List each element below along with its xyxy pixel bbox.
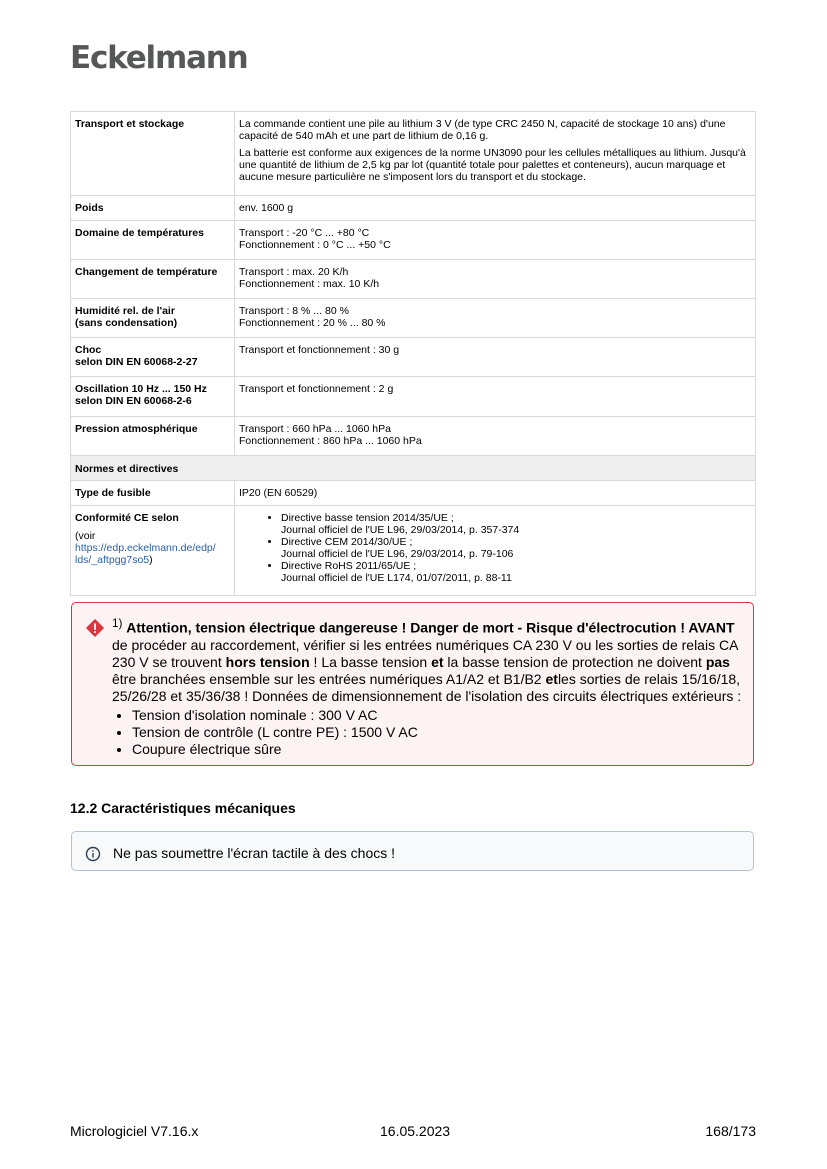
battery-paragraph-2: La batterie est conforme aux exigences de la norme UN3090 pour les cellules métalliques au lithium. Jusqu'à une quantité de lithium de 2,5 kg par lot (quantité totale pour palettes et conteneurs), aucun marquage et aucune mesure particulière ne s'imposent lors du transport et du stockage. (239, 147, 746, 183)
spec-key (71, 377, 235, 417)
info-icon (85, 846, 101, 862)
table-row (71, 196, 756, 221)
key-line: Choc (75, 344, 102, 356)
danger-callout (71, 602, 754, 766)
list-item: • Tension de contrôle (L contre PE) : 1500 V AC (132, 724, 744, 741)
directive-journal: Journal officiel de l'UE L174, 01/07/2011, p. 88-11 (281, 572, 512, 584)
emphasis: pas (705, 653, 730, 670)
directive-name: Directive RoHS 2011/65/UE ; (281, 560, 417, 572)
list-item (281, 560, 751, 584)
value-line: Fonctionnement : 860 hPa ... 1060 hPa (239, 435, 422, 447)
directive-journal: Journal officiel de l'UE L96, 29/03/2014, p. 79-106 (281, 548, 514, 560)
danger-body: les sorties de relais 15/16/18, 25/26/28 et 35/36/38 ! Données de dimensionnement de l'isolation des circuits électriques extérieurs : (112, 670, 742, 704)
spec-key (71, 299, 235, 338)
value-line: Transport : 8 % ... 80 % (239, 305, 349, 317)
list-item: • Coupure électrique sûre (132, 741, 744, 758)
emphasis: et (431, 653, 444, 670)
table-row (71, 417, 756, 456)
link-line: https://edp.eckelmann.de/edp/ (75, 542, 216, 554)
spec-value: Transport et fonctionnement : 30 g (235, 338, 756, 377)
danger-text (112, 615, 744, 758)
spec-key (71, 338, 235, 377)
list-item (281, 512, 751, 536)
danger-icon (86, 619, 104, 637)
spec-value (235, 506, 756, 596)
edp-link[interactable] (75, 542, 216, 566)
danger-list (112, 707, 744, 758)
directive-journal: Journal officiel de l'UE L96, 29/03/2014, p. 357-374 (281, 524, 520, 536)
spec-table (70, 111, 756, 596)
section-title: Normes et directives (71, 456, 756, 481)
key-line: Humidité rel. de l'air (75, 305, 175, 317)
value-line: Transport : -20 °C ... +80 °C (239, 227, 370, 239)
table-row (71, 506, 756, 596)
spec-value (235, 299, 756, 338)
key-line: selon DIN EN 60068-2-27 (75, 356, 198, 368)
page-number: 168/173 (705, 1123, 756, 1139)
spec-key: Domaine de températures (71, 221, 235, 260)
value-line: Fonctionnement : 20 % ... 80 % (239, 317, 386, 329)
key-line: Conformité CE selon (75, 512, 179, 524)
danger-body: ! La basse tension (313, 653, 428, 670)
value-line: Transport : max. 20 K/h (239, 266, 349, 278)
value-line: Fonctionnement : 0 °C ... +50 °C (239, 239, 391, 251)
value-line: Fonctionnement : max. 10 K/h (239, 278, 380, 290)
info-text: Ne pas soumettre l'écran tactile à des chocs ! (113, 845, 396, 861)
key-line: Oscillation 10 Hz ... 150 Hz (75, 383, 207, 395)
directive-list (239, 512, 751, 584)
table-row (71, 338, 756, 377)
spec-value (235, 417, 756, 456)
voir-label: (voir (75, 530, 96, 542)
spec-key: Type de fusible (71, 481, 235, 506)
table-row (71, 221, 756, 260)
spec-key: Transport et stockage (71, 112, 235, 196)
directive-name: Directive basse tension 2014/35/UE ; (281, 512, 454, 524)
table-row (71, 377, 756, 417)
ce-reference (75, 530, 230, 566)
table-row (71, 112, 756, 196)
close-paren: ) (149, 554, 153, 566)
footnote-marker: 1) (112, 617, 123, 630)
spec-value (235, 260, 756, 299)
danger-body: être branchées ensemble sur les entrées numériques A1/A2 et B1/B2 (112, 670, 542, 687)
info-callout (71, 831, 754, 871)
table-row (71, 260, 756, 299)
footer-left: Micrologiciel V7.16.x (70, 1123, 199, 1139)
directive-name: Directive CEM 2014/30/UE ; (281, 536, 413, 548)
spec-key: Poids (71, 196, 235, 221)
emphasis: et (545, 670, 558, 687)
eckelmann-logo: Eckelmann (70, 40, 248, 76)
danger-body: de procéder au raccordement, vérifier si les entrées numériques CA 230 V ou les sorties de relais CA 230 V se trouvent (112, 636, 738, 670)
key-line: (sans condensation) (75, 317, 178, 329)
value-line: Transport : 660 hPa ... 1060 hPa (239, 423, 391, 435)
spec-value (235, 112, 756, 196)
danger-body: la basse tension de protection ne doivent (447, 653, 702, 670)
section-heading: 12.2 Caractéristiques mécaniques (70, 800, 296, 816)
list-item: • Tension d'isolation nominale : 300 V AC (132, 707, 744, 724)
emphasis: hors tension (225, 653, 310, 670)
danger-headline: Attention, tension électrique dangereuse ! Danger de mort - Risque d'électrocution ! AVANT (126, 619, 735, 636)
battery-paragraph-1: La commande contient une pile au lithium 3 V (de type CRC 2450 N, capacité de stockage 10 ans) d'une capacité de 540 mAh et une part de lithium de 0,16 g. (239, 118, 726, 142)
section-row (71, 456, 756, 481)
spec-value: IP20 (EN 60529) (235, 481, 756, 506)
spec-value (235, 221, 756, 260)
link-line: lds/_aftpgg7so5 (75, 554, 150, 566)
spec-key: Pression atmosphérique (71, 417, 235, 456)
key-line: selon DIN EN 60068-2-6 (75, 395, 192, 407)
spec-value: Transport et fonctionnement : 2 g (235, 377, 756, 417)
spec-value: env. 1600 g (235, 196, 756, 221)
spec-key: Changement de température (71, 260, 235, 299)
list-item (281, 536, 751, 560)
table-row (71, 299, 756, 338)
table-row (71, 481, 756, 506)
spec-key (71, 506, 235, 596)
footer-date: 16.05.2023 (380, 1123, 451, 1139)
